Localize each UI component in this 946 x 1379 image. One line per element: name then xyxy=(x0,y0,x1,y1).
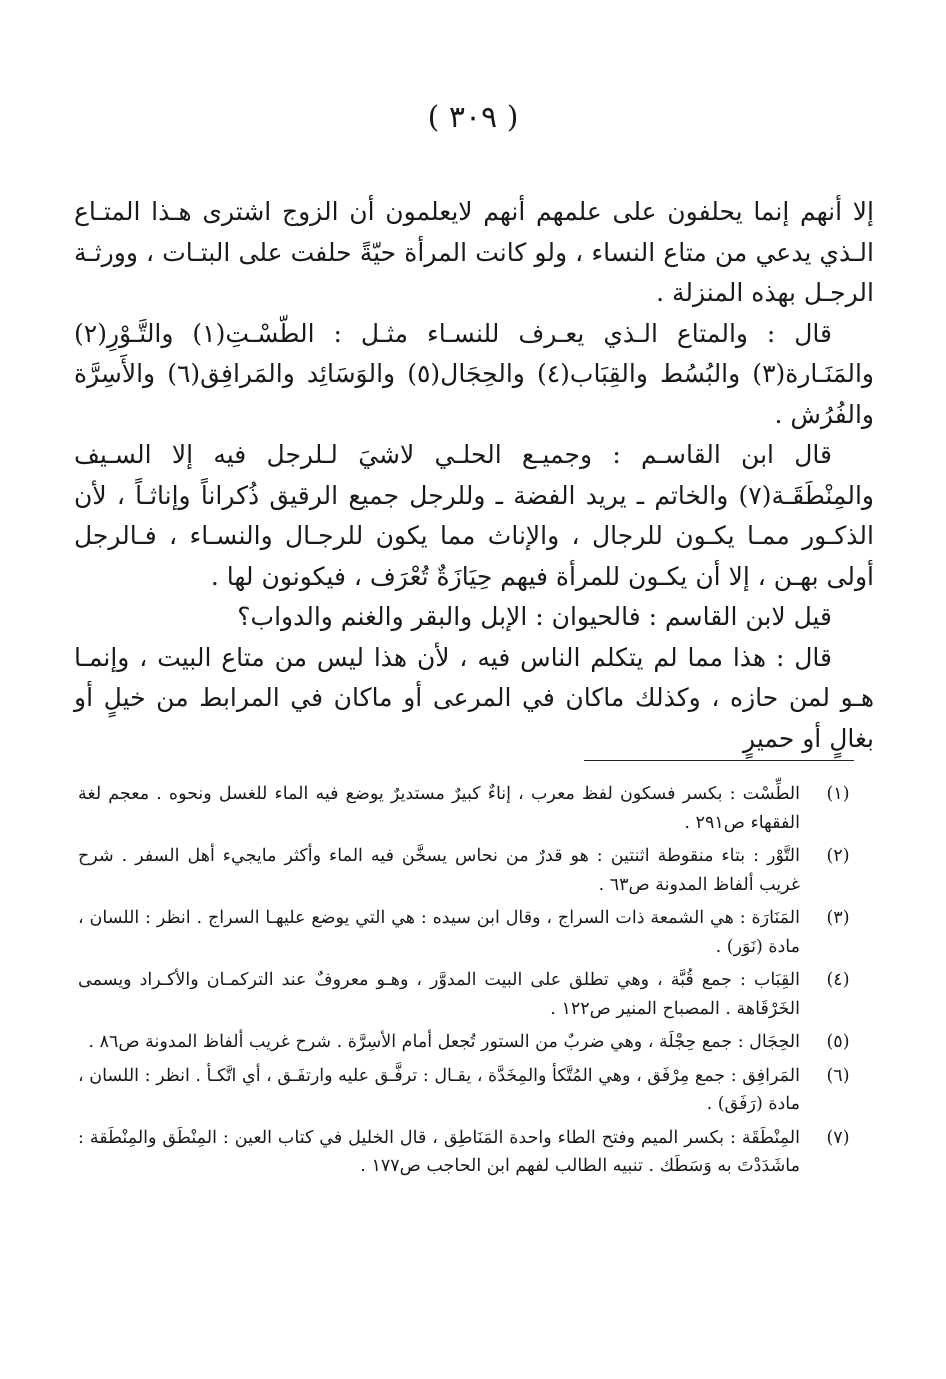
footnote-text: المَنَارَة : هي الشمعة ذات السراج ، وقال ابن سيده : هي التي يوضع عليهـا السراج . انظر : اللسان ، مادة (نَوَر) . xyxy=(78,908,800,957)
footnote-text: التَّوْر : بتاء منقوطة اثنتين : هو قدرٌ من نحاس يسخَّن فيه الماء وأكثر مايجيء أهل السفر . شرح غريب ألفاظ المدونة ص٦٣ . xyxy=(78,846,800,895)
footnote-number: (٦) xyxy=(826,1065,850,1086)
footnote-5 xyxy=(78,1028,872,1057)
footnote-number: (٣) xyxy=(826,908,850,928)
footnotes xyxy=(78,780,872,1186)
footnote-number: (٥) xyxy=(826,1032,850,1052)
paragraph-4: قيل لابن القاسم : فالحيوان : الإبل والبقر والغنم والدواب؟ xyxy=(237,602,832,631)
footnote-text: المِنْطَقَة : بكسر الميم وفتح الطاء واحدة المَنَاطِق ، قال الخليل في كتاب العين : المِنْطَق والمِنْطَقة : ماشَدَدْتَ به وَسَطَك . تنبيه الطالب لفهم ابن الحاجب ص١٧٧ . xyxy=(78,1127,800,1176)
main-text xyxy=(74,192,874,759)
footnote-2 xyxy=(78,842,872,899)
footnote-7 xyxy=(78,1124,872,1181)
footnote-number: (٧) xyxy=(826,1127,850,1148)
footnote-separator xyxy=(584,760,854,761)
footnote-number: (٢) xyxy=(826,846,850,866)
footnote-6 xyxy=(78,1062,872,1119)
footnote-text: المَرافِق : جمع مِرْفَق ، وهي المُتَّكأ والمِخَدَّة ، يقـال : ترفَّـق عليه وارتفَـق ، أي اتَّكـأ . انظر : اللسان ، مادة (رَفَق) . xyxy=(78,1065,800,1114)
footnote-4 xyxy=(78,966,872,1023)
footnote-text: القِبَاب : جمع قُبَّة ، وهي تطلق على البيت المدوَّر ، وهـو معروفٌ عند التركمـان والأكـراد ويسمى الخَرْقَاهة . المصباح المنير ص١٢٢ . xyxy=(78,970,800,1019)
paragraph-3: قال ابن القاسـم : وجميـع الحلـي لاشيَ لـلرجل فيه إلا السـيف والمِنْطَقَـة(٧) والخاتم ـ يريد الفضة ـ وللرجل جميع الرقيق ذُكراناً وإناثـاً ، لأن الذكـور ممـا يكـون للرجال ، والإناث مما يكون للرجـال والنسـاء ، فـالرجل أولى بهـن ، إلا أن يكـون للمرأة فيهم حِيَازَةٌ تُعْرَف ، فيكونون لها . xyxy=(74,440,874,591)
paragraph-2: قال : والمتاع الـذي يعـرف للنسـاء مثـل : الطّسْـتِ(١) والتَّـوْرِ(٢) والمَنَـارة(٣) والبُسُط والقِبَاب(٤) والحِجَال(٥) والوَسَائِد والمَرافِق(٦) والأَسِرَّة والفُرُش . xyxy=(74,318,874,429)
footnote-1 xyxy=(78,780,872,837)
footnote-text: الطِّسْت : بكسر فسكون لفظ معرب ، إناءٌ كبيرٌ مستديرٌ يوضع فيه الماء للغسل ونحوه . معجم لغة الفقهاء ص٢٩١ . xyxy=(78,784,800,833)
footnote-number: (١) xyxy=(826,784,850,804)
page-number: ( ٣٠٩ ) xyxy=(427,100,519,135)
footnote-3 xyxy=(78,904,872,961)
footnote-number: (٤) xyxy=(826,970,850,990)
paragraph-1: إلا أنهم إنما يحلفون على علمهم أنهم لايعلمون أن الزوج اشترى هـذا المتـاع الـذي يدعي من متاع النساء ، ولو كانت المرأة حيّةً حلفت على البتـات ، وورثـة الرجـل بهذه المنزلة . xyxy=(74,197,874,307)
paragraph-5: قال : هذا مما لم يتكلم الناس فيه ، لأن هذا ليس من متاع البيت ، وإنمـا هـو لمن حازه ، وكذلك ماكان في المرعى أو ماكان في المرابط من خيلٍ أو بغالٍ أو حميرٍ xyxy=(74,642,874,753)
footnote-text: الحِجَال : جمع حِجْلَة ، وهي ضربٌ من الستور تُجعل أمام الأسِرَّة . شرح غريب ألفاظ المدونة ص٨٦ . xyxy=(88,1032,800,1052)
